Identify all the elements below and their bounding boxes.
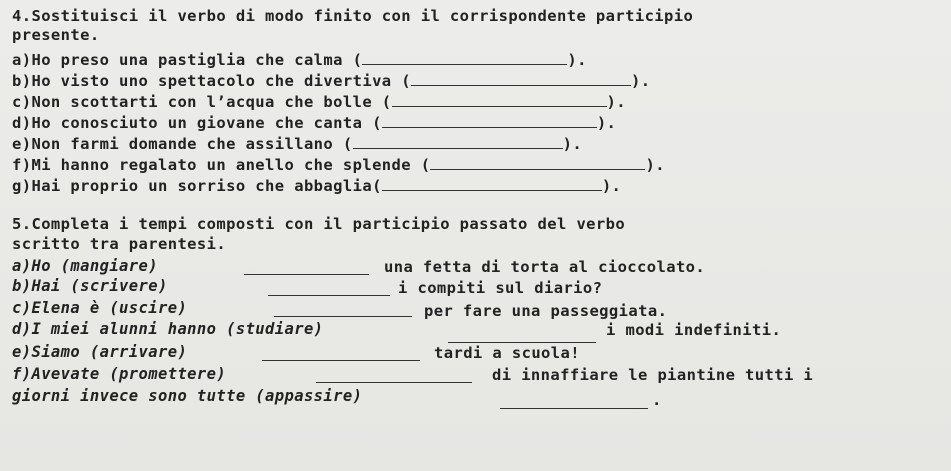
answer-blank-4a[interactable] xyxy=(362,50,567,65)
exercise-4g-end: ). xyxy=(601,177,622,195)
exercise-4g xyxy=(12,176,621,196)
exercise-5e-text: e)Siamo (arrivare) xyxy=(12,343,188,361)
exercise-5g xyxy=(12,386,362,406)
exercise-5f-rest: di innaffiare le piantine tutti i xyxy=(492,366,814,384)
answer-blank-5e[interactable] xyxy=(262,346,420,361)
exercise-4a-text: a)Ho preso una pastiglia che calma ( xyxy=(12,51,363,69)
section-4-title: 4.Sostituisci il verbo di modo finito con il corrispondente participio xyxy=(12,7,694,25)
exercise-5g-text: giorni invece sono tutte (appassire) xyxy=(12,387,363,405)
answer-blank-5a[interactable] xyxy=(244,260,369,275)
exercise-5d xyxy=(12,319,323,339)
answer-blank-5f[interactable] xyxy=(316,368,472,383)
answer-blank-4c[interactable] xyxy=(392,92,607,107)
exercise-4b-end: ). xyxy=(631,72,651,90)
exercise-4e xyxy=(12,134,582,154)
exercise-4a xyxy=(12,50,587,70)
exercise-4c-end: ). xyxy=(606,93,627,111)
exercise-4g-text: g)Hai proprio un sorriso che abbaglia( xyxy=(12,177,382,195)
section-5-subtitle: scritto tra parentesi. xyxy=(12,235,227,253)
section-4-subtitle: presente. xyxy=(12,26,100,44)
exercise-4c xyxy=(12,92,626,112)
exercise-4b xyxy=(12,71,650,91)
answer-blank-4e[interactable] xyxy=(353,134,563,149)
exercise-4d xyxy=(12,113,616,133)
exercise-4a-end: ). xyxy=(567,51,587,69)
exercise-5b xyxy=(12,276,168,296)
exercise-5a xyxy=(12,256,158,276)
answer-blank-5d[interactable] xyxy=(448,328,596,343)
exercise-4f-text: f)Mi hanno regalato un anello che splende ( xyxy=(12,156,431,174)
exercise-4c-text: c)Non scottarti con l’acqua che bolle ( xyxy=(12,93,392,111)
exercise-5b-rest: i compiti sul diario? xyxy=(398,279,603,297)
exercise-5c-text: c)Elena è (uscire) xyxy=(12,299,188,317)
exercise-5a-rest: una fetta di torta al cioccolato. xyxy=(384,258,706,276)
section-5-title: 5.Completa i tempi composti con il participio passato del verbo xyxy=(12,215,626,233)
answer-blank-4d[interactable] xyxy=(382,113,597,128)
exercise-5e xyxy=(12,342,187,362)
exercise-5e-rest: tardi a scuola! xyxy=(434,344,580,362)
answer-blank-5g[interactable] xyxy=(500,394,648,409)
answer-blank-5b[interactable] xyxy=(268,281,390,296)
exercise-5f-text: f)Avevate (promettere) xyxy=(12,365,227,383)
exercise-5f xyxy=(12,364,226,384)
exercise-5g-rest: . xyxy=(652,391,662,409)
exercise-5b-text: b)Hai (scrivere) xyxy=(12,277,168,295)
exercise-4d-text: d)Ho conosciuto un giovane che canta ( xyxy=(12,114,382,132)
answer-blank-5c[interactable] xyxy=(274,302,412,317)
answer-blank-4g[interactable] xyxy=(382,176,602,191)
exercise-4b-text: b)Ho visto uno spettacolo che divertiva ( xyxy=(12,72,412,90)
exercise-4d-end: ). xyxy=(596,114,617,132)
exercise-5d-text: d)I miei alunni hanno (studiare) xyxy=(12,320,324,338)
exercise-5a-text: a)Ho (mangiare) xyxy=(12,257,158,275)
answer-blank-4f[interactable] xyxy=(430,155,645,170)
exercise-5c-rest: per fare una passeggiata. xyxy=(424,302,668,320)
answer-blank-4b[interactable] xyxy=(411,71,631,86)
exercise-4e-end: ). xyxy=(562,135,583,153)
exercise-5d-rest: i modi indefiniti. xyxy=(606,321,782,339)
exercise-4f-end: ). xyxy=(645,156,665,174)
exercise-4f xyxy=(12,155,665,175)
exercise-4e-text: e)Non farmi domande che assillano ( xyxy=(12,135,353,153)
exercise-5c xyxy=(12,298,187,318)
